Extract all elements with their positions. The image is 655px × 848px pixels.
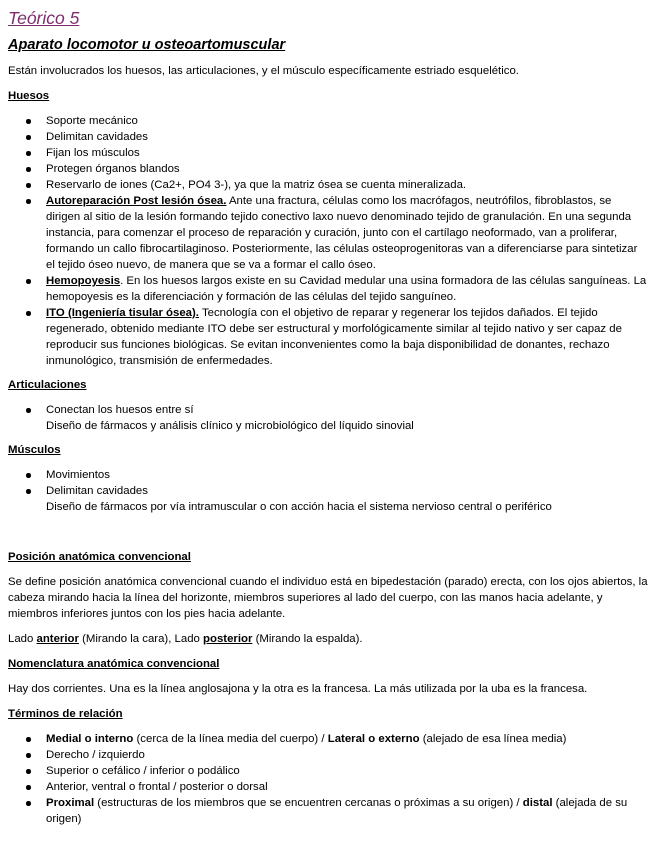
list-item-ito [8, 305, 648, 369]
terminos-list [8, 731, 648, 827]
list-item-proximal [8, 795, 648, 827]
medial-term: Medial o interno [46, 733, 134, 745]
musculos-note: Diseño de fármacos por vía intramuscular o con acción hacia el sistema nervioso central o periférico [46, 501, 552, 513]
list-item: Conectan los huesos entre sí [8, 402, 648, 418]
list-item-medial [8, 731, 648, 747]
list-item-hemopoyesis [8, 273, 648, 305]
list-item: Movimientos [8, 467, 648, 483]
list-item-autoreparacion [8, 193, 648, 273]
section-heading-huesos: Huesos [8, 90, 50, 102]
document-subtitle: Aparato locomotor u osteoartomuscular [8, 37, 286, 53]
huesos-list [8, 113, 648, 369]
list-item: Protegen órganos blandos [8, 161, 648, 177]
list-item: Derecho / izquierdo [8, 747, 648, 763]
section-heading-articulaciones: Articulaciones [8, 379, 87, 391]
posicion-paragraph: Se define posición anatómica convencional cuando el individuo está en bipedestación (parado) erecta, con los ojos abiertos, la cabeza mirando hacia la línea del horizonte, miembros superiores al lado del cuerpo, con las manos hacia adelante, y miembros inferiores juntos con los pies hacia adelante. [8, 576, 648, 620]
list-item: Fijan los músculos [8, 145, 648, 161]
anterior-term: anterior [36, 633, 79, 645]
proximal-note: (estructuras de los miembros que se encuentren cercanas o próximas a su origen) / [94, 797, 523, 809]
section-heading-terminos: Términos de relación [8, 708, 123, 720]
lado-text: Lado [8, 633, 37, 645]
list-item: Reservarlo de iones (Ca2+, PO4 3-), ya que la matriz ósea se cuenta mineralizada. [8, 177, 648, 193]
autoreparacion-label: Autoreparación Post lesión ósea. [46, 195, 227, 207]
proximal-term: Proximal [46, 797, 95, 809]
hemopoyesis-label: Hemopoyesis [46, 275, 121, 287]
distal-term: distal [522, 797, 553, 809]
section-heading-posicion: Posición anatómica convencional [8, 551, 191, 563]
section-heading-nomenclatura: Nomenclatura anatómica convencional [8, 658, 220, 670]
ito-label: ITO (Ingeniería tisular ósea). [46, 307, 199, 319]
ito-text: Tecnología con el objetivo de reparar y regenerar los tejidos dañados. El tejido regenerado, obtenido mediante ITO debe ser estructural y morfológicamente similar al tejido nativo y ser capaz de reproducir sus funciones biológicas. Se evitan inconvenientes como la baja disponibilidad de donantes, rechazo inmunológico, transmisión de enfermedades. [46, 307, 622, 367]
articulaciones-note: Diseño de fármacos y análisis clínico y microbiológico del líquido sinovial [46, 420, 414, 432]
anterior-note: (Mirando la cara), Lado [78, 633, 204, 645]
medial-note: (cerca de la línea media del cuerpo) / [133, 733, 328, 745]
lado-paragraph [8, 631, 648, 647]
intro-paragraph: Están involucrados los huesos, las articulaciones, y el músculo específicamente estriado esquelético. [8, 65, 519, 77]
articulaciones-list [8, 402, 648, 434]
list-item: Delimitan cavidades [8, 483, 648, 499]
lateral-note: (alejado de esa línea media) [419, 733, 567, 745]
list-item: Delimitan cavidades [8, 129, 648, 145]
hemopoyesis-text: . En los huesos largos existe en su Cavidad medular una usina formadora de las células sanguíneas. La hemopoyesis es la diferenciación y formación de las células del tejido sanguíneo. [46, 275, 647, 303]
list-item: Soporte mecánico [8, 113, 648, 129]
list-item: Superior o cefálico / inferior o podálico [8, 763, 648, 779]
posterior-note: (Mirando la espalda). [252, 633, 363, 645]
page-title: Teórico 5 [8, 8, 80, 28]
lateral-term: Lateral o externo [327, 733, 420, 745]
distal-note: (alejada de su origen) [46, 797, 628, 825]
document-page [8, 6, 648, 835]
autoreparacion-text: Ante una fractura, células como los macrófagos, neutrófilos, fibroblastos, se dirigen al sitio de la lesión formando tejido conectivo laxo nuevo denominado tejido de granulación. En una segunda instancia, para comenzar el proceso de reparación y curación, junto con el cartílago neoformado, van a proliferar, formando un callo fibrocartilaginoso. Posteriormente, las células osteoprogenitoras van a diferenciarse para sintetizar el tejido óseo nuevo, de manera que se va a formar el callo óseo. [46, 195, 638, 271]
spacer [8, 523, 648, 549]
section-heading-musculos: Músculos [8, 444, 61, 456]
posterior-term: posterior [203, 633, 253, 645]
musculos-list [8, 467, 648, 515]
list-item: Anterior, ventral o frontal / posterior o dorsal [8, 779, 648, 795]
nomenclatura-paragraph: Hay dos corrientes. Una es la línea anglosajona y la otra es la francesa. La más utilizada por la uba es la francesa. [8, 683, 588, 695]
